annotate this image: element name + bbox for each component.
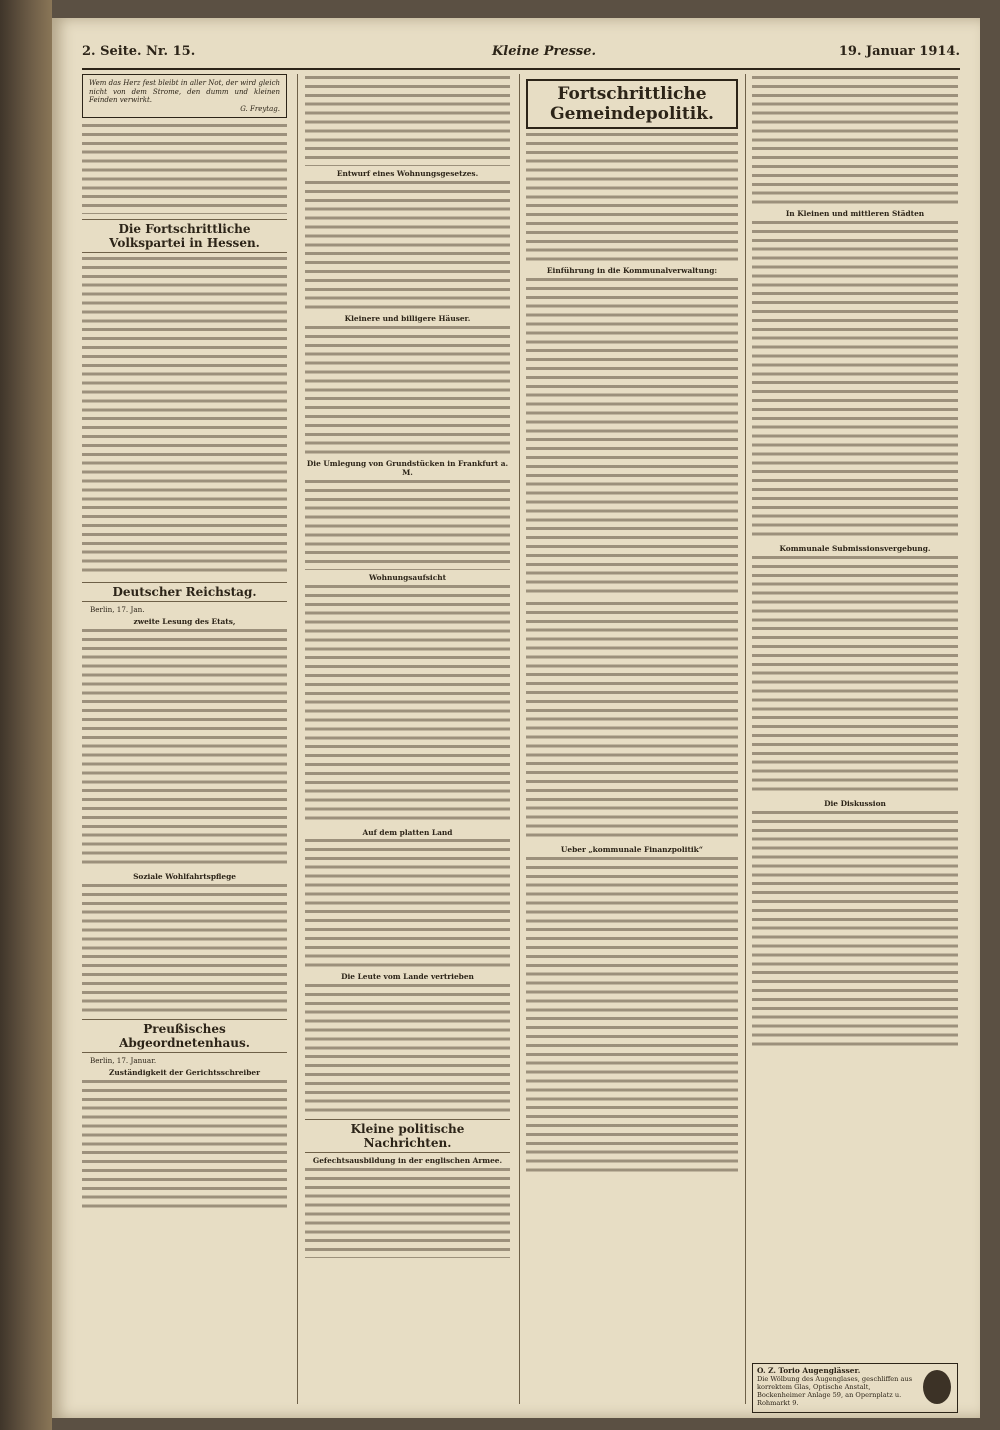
subheading: Kommunale Submissionsvergebung. [779, 543, 931, 553]
motto-text: Wem das Herz fest bleibt in aller Not, der wird gleich nicht von dem Strome, den dumm und kleinen Feinden verwirkt. [89, 79, 280, 105]
column-4 [752, 74, 958, 1404]
article-text [305, 1168, 510, 1258]
motto-box [82, 74, 287, 118]
article-text [305, 984, 510, 1114]
column-1 [82, 74, 287, 1404]
article-text [526, 278, 738, 598]
article-text [526, 857, 738, 1177]
subheading: Auf dem platten Land [362, 827, 453, 837]
article-text [305, 76, 510, 166]
book-binding [0, 0, 52, 1430]
column-rule [519, 74, 520, 1404]
article-text [752, 556, 958, 796]
subheading: Die Leute vom Lande vertrieben [341, 972, 474, 982]
article-headline: Deutscher Reichstag. [82, 582, 287, 602]
masthead: Kleine Presse. [492, 44, 597, 59]
article-text [82, 629, 287, 869]
subheading: Ueber „kommunale Finanzpolitik“ [560, 844, 704, 854]
column-3 [526, 74, 738, 1404]
subheading: Soziale Wohlfahrtspflege [133, 872, 236, 882]
page-number: 2. Seite. Nr. 15. [82, 44, 196, 59]
advertisement [752, 1363, 958, 1413]
ad-text: Die Wölbung des Augenglases, geschliffen aus korrektem Glas, Optische Anstalt, Bockenheimer Anlage 59, an Opernplatz u. Rohmarkt 9. [757, 1375, 913, 1407]
subheading: Gefechtsausbildung in der englischen Armee. [312, 1156, 503, 1166]
article-headline: Preußisches Abgeordnetenhaus. [82, 1019, 287, 1053]
subheading: Wohnungsaufsicht [368, 572, 447, 582]
article-headline: Die Fortschrittliche Volkspartei in Hessen. [82, 219, 287, 253]
column-rule [745, 74, 746, 1404]
article-text [305, 839, 510, 969]
subheading: Einführung in die Kommunalverwaltung: [546, 266, 718, 275]
article-text [82, 1080, 287, 1210]
newspaper-page [52, 18, 980, 1418]
article-text [82, 124, 287, 214]
column-rule [297, 74, 298, 1404]
article-text [82, 884, 287, 1014]
article-text [752, 76, 958, 206]
subheading: Zuständigkeit der Gerichtsschreiber [109, 1068, 260, 1077]
article-headline: Kleine politische Nachrichten. [305, 1119, 510, 1153]
subheading: In Kleinen und mittleren Städten [785, 209, 925, 218]
article-text [305, 480, 510, 570]
portrait-illustration [923, 1370, 951, 1404]
article-text [305, 326, 510, 456]
article-text [752, 221, 958, 541]
subheading: Die Umlegung von Grundstücken in Frankfurt a. M. [306, 458, 509, 477]
article-headline: Fortschrittliche Gemeindepolitik. [526, 79, 738, 129]
motto-author: G. Freytag. [240, 104, 280, 113]
subheading: Die Diskussion [824, 798, 886, 808]
page-header [82, 44, 960, 66]
header-rule [82, 68, 960, 70]
article-text [305, 585, 510, 825]
issue-date: 19. Januar 1914. [838, 44, 960, 59]
column-2 [305, 74, 510, 1404]
article-text [305, 181, 510, 311]
ad-title: O. Z. Torio Augenglässer. [757, 1366, 861, 1375]
subheading: Entwurf eines Wohnungsgesetzes. [336, 169, 479, 178]
article-text [526, 133, 738, 263]
article-text [82, 257, 287, 577]
dateline: Berlin, 17. Januar. [90, 1056, 157, 1066]
article-text [752, 811, 958, 1051]
dateline: Berlin, 17. Jan. [90, 605, 145, 615]
subheading: zweite Lesung des Etats, [133, 617, 236, 627]
article-text [526, 602, 738, 842]
subheading: Kleinere und billigere Häuser. [344, 313, 471, 323]
